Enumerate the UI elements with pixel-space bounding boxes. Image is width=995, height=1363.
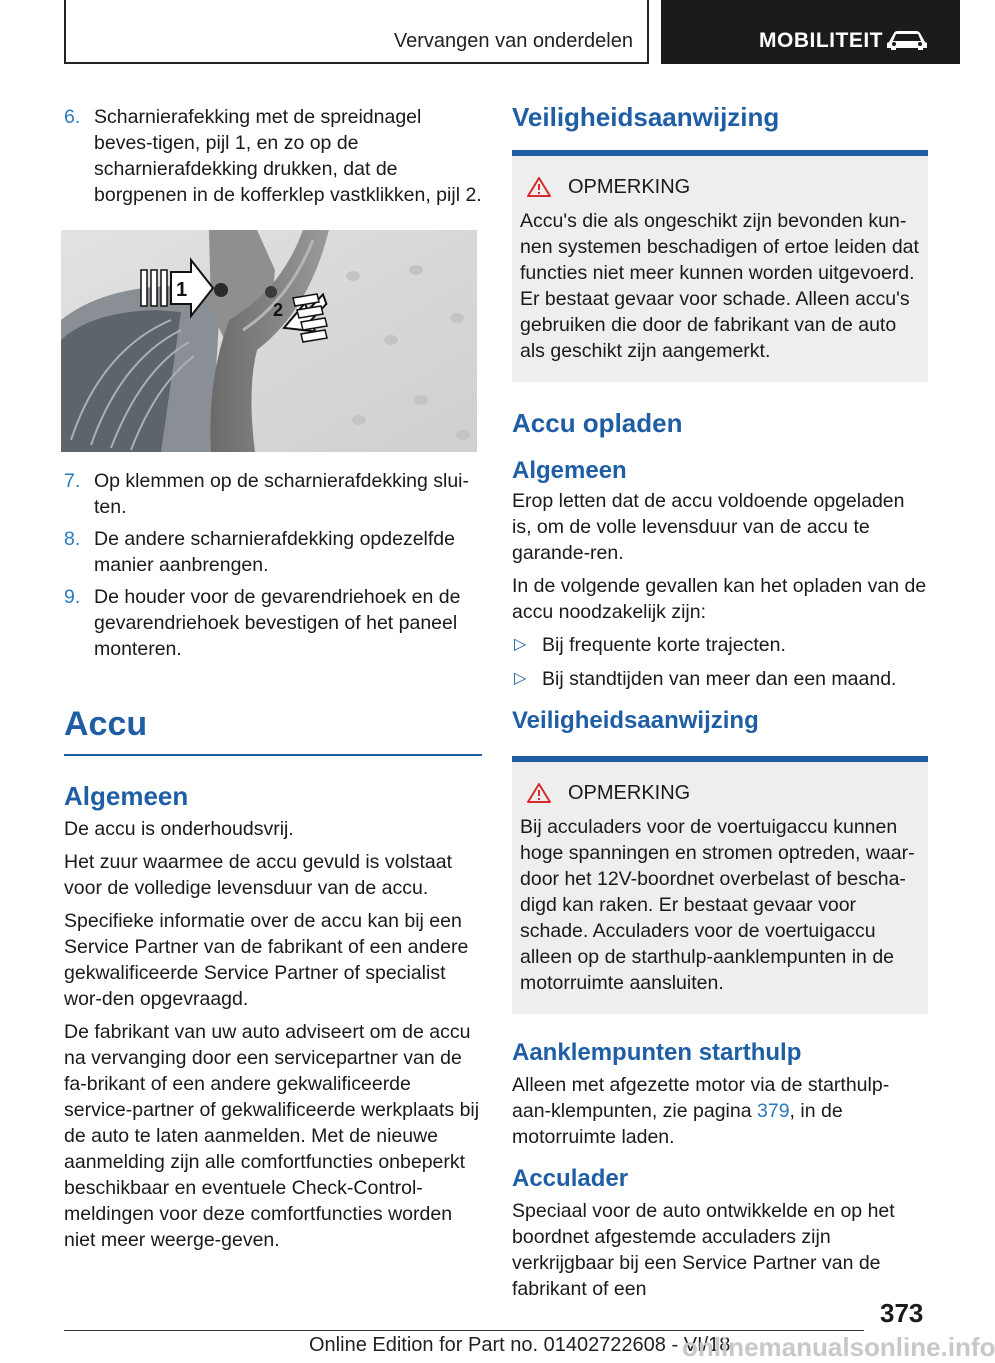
- note-text: Accu's die als ongeschikt zijn bevonden kun-nen systemen beschadigen of ertoe leiden dat functies niet meer kunnen worden uitgevoerd. Er bestaat gevaar voor schade. Alleen accu's gebruiken die door de fabrikant van de auto als geschikt zijn aangemerkt.: [520, 210, 919, 362]
- header-chapter-tab: [64, 0, 649, 64]
- warning-icon: [526, 782, 552, 804]
- note-box: [512, 762, 928, 1014]
- step-9: [64, 584, 482, 662]
- page-number: 373: [880, 1298, 924, 1328]
- paragraph: Het zuur waarmee de accu gevuld is volstaat voor de volledige levensduur van de accu.: [64, 851, 453, 899]
- paragraph: Erop letten dat de accu voldoende opgeladen is, om de volle levensduur van de accu te garande-ren.: [512, 490, 905, 564]
- header-section-tab: [661, 0, 960, 64]
- paragraph: Specifieke informatie over de accu kan bij een Service Partner van de fabrikant of een andere gekwalificeerde Service Partner of specialist wor-den opgevraagd.: [64, 910, 469, 1010]
- section-title: MOBILITEIT: [759, 29, 883, 52]
- paragraph: Speciaal voor de auto ontwikkelde en op het boordnet afgestemde acculaders zijn verkrijgbaar bij een Service Partner van de fabrikant of een: [512, 1200, 895, 1300]
- page-link[interactable]: 379: [757, 1100, 790, 1122]
- paragraph: [512, 1072, 928, 1150]
- heading-accu-opladen: Accu opladen: [512, 408, 683, 438]
- heading-safety-notice: Veiligheidsaanwijzing: [512, 102, 780, 132]
- paragraph: De fabrikant van uw auto adviseert om de accu na vervanging door een servicepartner van de fa-brikant of een andere gekwalificeerde service-partner of gekwalificeerde werkplaats bij de auto te laten aanmelden. Met de nieuwe aanmelding zijn alle comfortfuncties onbeperkt beschikbaar en eventuele Check-Control-meldingen voor deze comfortfuncties worden niet meer weerge-geven.: [64, 1021, 480, 1251]
- note-text: Bij acculaders voor de voertuigaccu kunnen hoge spanningen en stromen optreden, waar-door het 12V-boordnet overbelast of bescha-digd kan raken. Er bestaat gevaar voor schade. Acculaders voor de voertuigaccu alleen op de starthulp-aanklempunten in de motorruimte aansluiten.: [520, 816, 915, 994]
- arrow-1-label: 1: [176, 279, 188, 301]
- right-column: [512, 100, 928, 1309]
- paragraph-text: , in de motorruimte laden.: [512, 1100, 843, 1148]
- car-icon: [885, 28, 929, 52]
- note-title: OPMERKING: [568, 782, 691, 804]
- warning-icon: [526, 176, 552, 198]
- hinge-cover-figure: [61, 230, 477, 452]
- list-item: [512, 632, 928, 658]
- step-number: 9.: [64, 586, 81, 608]
- heading-accu: Accu: [64, 704, 482, 756]
- list-item-text: Bij frequente korte trajecten.: [542, 634, 786, 656]
- note-box: [512, 156, 928, 382]
- step-text: De houder voor de gevarendriehoek en de gevarendriehoek bevestigen of het paneel monteren.: [94, 586, 461, 660]
- heading-algemeen: Algemeen: [512, 457, 627, 484]
- step-number: 7.: [64, 470, 81, 492]
- paragraph-text: Alleen met afgezette motor via de starthulp-aan-klempunten, zie pagina: [512, 1074, 890, 1122]
- arrow-2-label: 2: [273, 300, 284, 320]
- heading-aanklempunten: Aanklempunten starthulp: [512, 1039, 802, 1066]
- step-text: Scharnierafekking met de spreidnagel beves-tigen, pijl 1, en zo op de scharnierafdekking drukken, dat de borgpenen in de kofferklep vastklikken, pijl 2.: [94, 106, 482, 206]
- step-number: 6.: [64, 106, 81, 128]
- step-number: 8.: [64, 528, 81, 550]
- triangle-bullet-icon: ▷: [514, 636, 527, 653]
- step-text: Op klemmen op de scharnierafdekking slui-ten.: [94, 470, 470, 518]
- edition-text: Online Edition for Part no. 01402722608 - VI/18: [309, 1334, 731, 1356]
- list-item: [512, 666, 928, 692]
- list-item-text: Bij standtijden van meer dan een maand.: [542, 668, 897, 690]
- step-6: [64, 104, 482, 208]
- paragraph: In de volgende gevallen kan het opladen van de accu noodzakelijk zijn:: [512, 575, 927, 623]
- heading-algemeen: Algemeen: [64, 781, 189, 811]
- paragraph: De accu is onderhoudsvrij.: [64, 818, 294, 840]
- footer-divider: [64, 1330, 864, 1331]
- step-7: [64, 468, 482, 520]
- note-title: OPMERKING: [568, 176, 691, 198]
- step-8: [64, 526, 482, 578]
- triangle-bullet-icon: ▷: [514, 670, 527, 687]
- heading-safety-notice: Veiligheidsaanwijzing: [512, 707, 759, 734]
- heading-acculader: Acculader: [512, 1165, 629, 1192]
- watermark: onlinemanualsonline.info: [682, 1332, 995, 1362]
- chapter-title: Vervangen van onderdelen: [393, 30, 633, 52]
- left-column: [64, 104, 482, 1260]
- step-text: De andere scharnierafdekking opdezelfde manier aanbrengen.: [94, 528, 455, 576]
- footer: [0, 1332, 995, 1362]
